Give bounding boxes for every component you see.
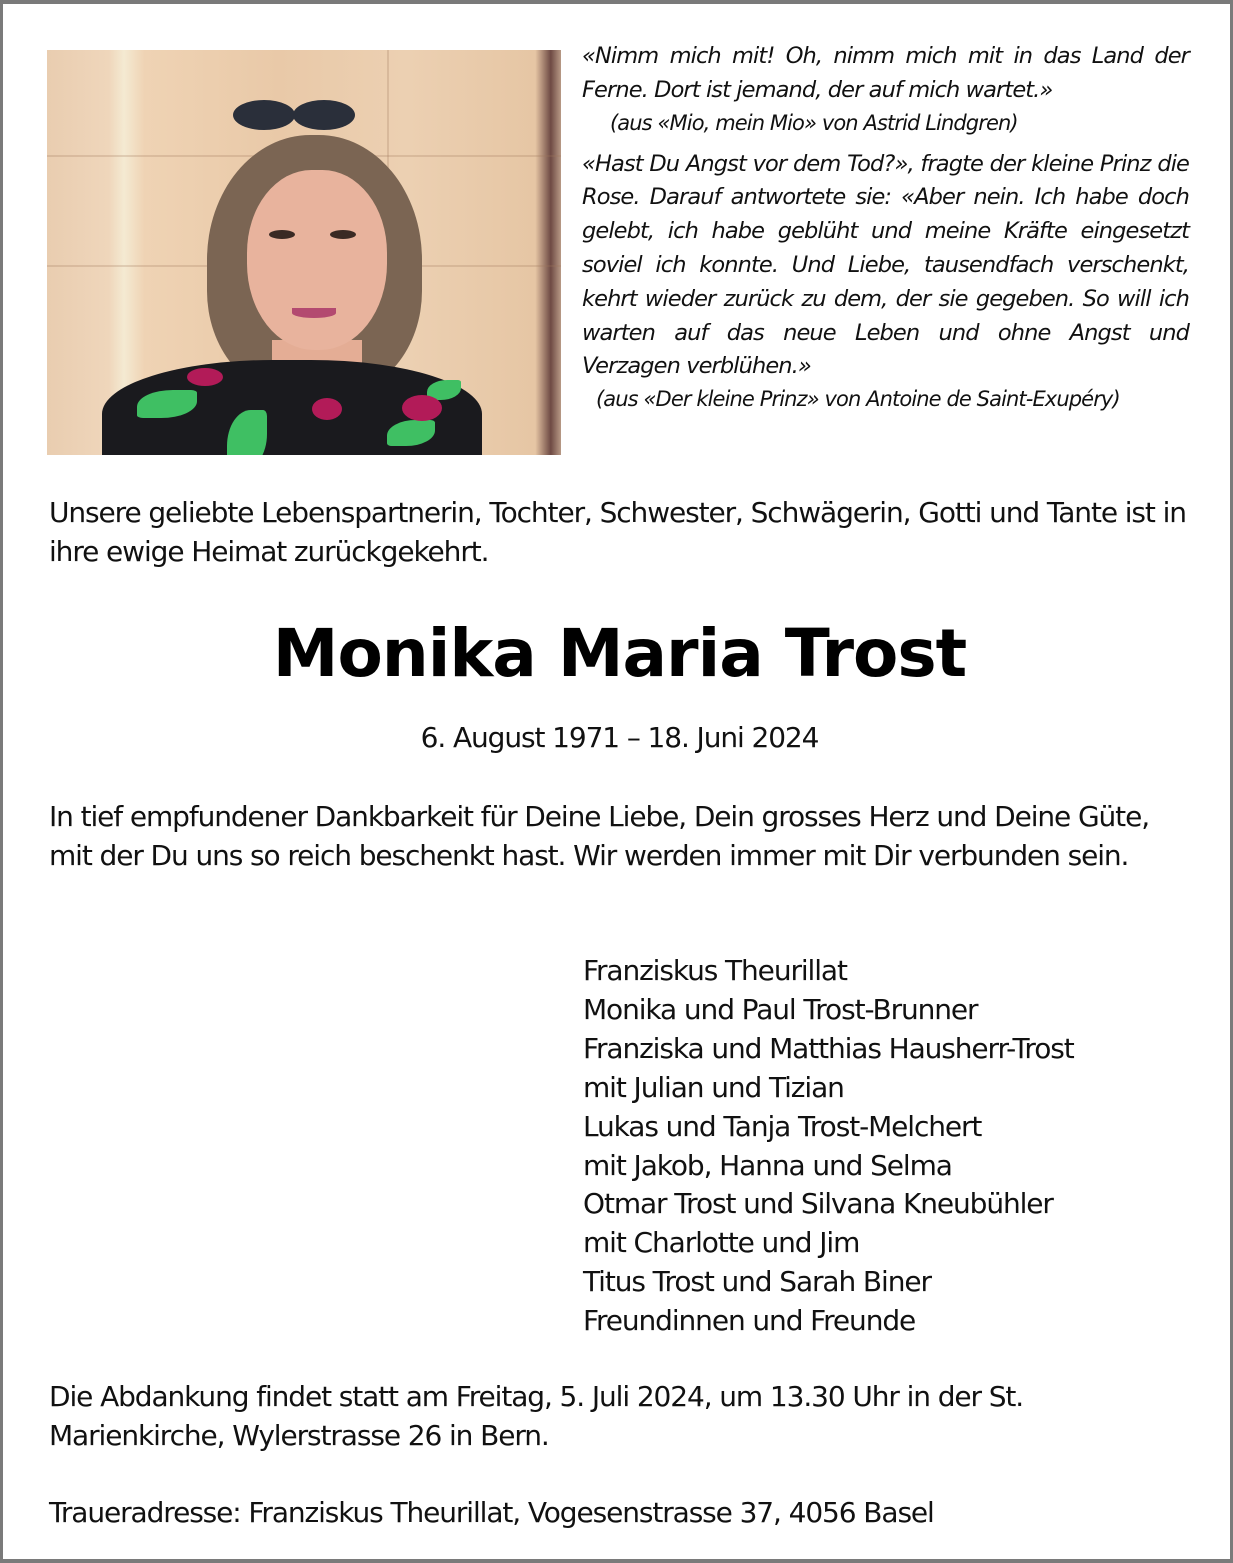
mourners-list [583,952,1203,1341]
mourner-entry: Otmar Trost und Silvana Kneubühler [583,1187,1053,1221]
quote-mio: «Nimm mich mit! Oh, nimm mich mit in das Land der Ferne. Dort ist jemand, der auf mich wartet.» [582,43,1189,103]
mourner-entry: Freundinnen und Freunde [583,1304,916,1338]
portrait-photo [47,50,561,455]
quotes-section [582,40,1189,414]
quote-source-kleiner-prinz: (aus «Der kleine Prinz» von Antoine de Saint-Exupéry) [596,387,1120,412]
mouth-shape [292,308,336,318]
eye-shape [269,230,295,239]
deceased-name: Monika Maria Trost [272,615,967,692]
mourner-entry: Titus Trost und Sarah Biner [583,1265,931,1299]
mourner-entry: Franziska und Matthias Hausherr-Trost [583,1031,1074,1065]
rose-pattern [187,368,223,386]
mourner-entry: mit Julian und Tizian [583,1070,844,1104]
intro-text: Unsere geliebte Lebenspartnerin, Tochter, Schwester, Schwägerin, Gotti und Tante ist in ihre ewige Heimat zurückgekehrt. [49,496,1186,568]
gratitude-text: In tief empfundener Dankbarkeit für Deine Liebe, Dein grosses Herz und Deine Güte, mit der Du uns so reich beschenkt hast. Wir werden immer mit Dir verbunden sein. [49,800,1149,872]
face-shape [247,170,387,350]
mourning-address: Traueradresse: Franziskus Theurillat, Vogesenstrasse 37, 4056 Basel [49,1496,934,1529]
ceremony-info: Die Abdankung findet statt am Freitag, 5. Juli 2024, um 13.30 Uhr in der St. Marienkirche, Wylerstrasse 26 in Bern. [49,1380,1024,1452]
quote-source-mio: (aus «Mio, mein Mio» von Astrid Lindgren) [610,110,1018,135]
mourner-entry: Franziskus Theurillat [583,954,847,987]
sunglasses-shape [293,100,355,130]
quote-kleiner-prinz: «Hast Du Angst vor dem Tod?», fragte der kleine Prinz die Rose. Darauf antwortete sie: «Aber nein. Ich habe doch gelebt, ich habe geblüht und meine Kräfte eingesetzt soviel ich konnte. Und Liebe, tausendfach verschenkt, kehrt wieder zurück zu dem, der sie gegeben. So will ich warten auf das neue Leben und ohne Angst und Verzagen verblühen.» [582,150,1189,380]
life-dates: 6. August 1971 – 18. Juni 2024 [420,721,819,754]
mourner-entry: Lukas und Tanja Trost-Melchert [583,1109,982,1143]
eye-shape [330,230,356,239]
rose-pattern [402,395,442,421]
rose-pattern [312,398,342,420]
mourner-entry: Monika und Paul Trost-Brunner [583,992,978,1026]
mourner-entry: mit Jakob, Hanna und Selma [583,1148,952,1182]
sunglasses-shape [233,100,295,130]
mourner-entry: mit Charlotte und Jim [583,1226,860,1260]
